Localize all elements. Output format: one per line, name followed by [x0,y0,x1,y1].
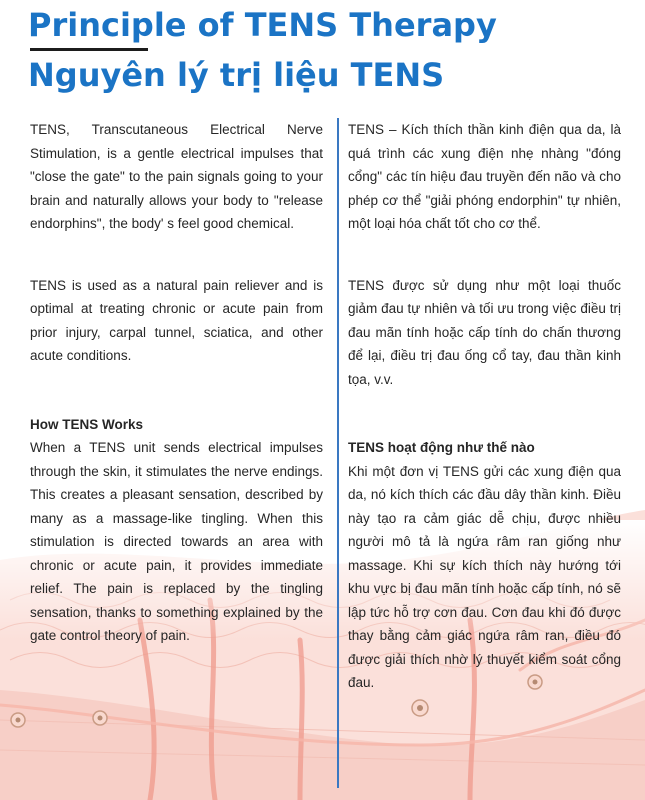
how-it-works-paragraph-vi: Khi một đơn vị TENS gửi các xung điện qua da, nó kích thích các đầu dây thần kinh. Điều này tạo ra cảm giác dễ chịu, được nhiều người mô tả là ngứa râm ran giống như massage. Khi sự kích thích này hướng tới khu vực bị đau mãn tính hoặc cấp tính, nó sẽ lập tức hỗ trợ cơn đau. Cơn đau khi đó được thay bằng cảm giác ngứa râm ran, điều đó được giải thích nhờ lý thuyết kiểm soát cổng đau. [348,463,621,690]
usage-paragraph-vi: TENS được sử dụng như một loại thuốc giảm đau tự nhiên và tối ưu trong việc điều trị đau mãn tính hoặc cấp tính do chấn thương để lại, điều trị đau ống cổ tay, đau thần kinh tọa, v.v. [348,277,621,387]
column-divider [337,118,339,788]
vietnamese-column [348,118,621,695]
title-underline [30,48,148,51]
how-it-works-heading-vi: TENS hoạt động như thế nào [348,440,535,455]
how-it-works-paragraph-en: When a TENS unit sends electrical impulses through the skin, it stimulates the nerve endings. This creates a pleasant sensation, described by many as a massage-like tingling. When this stimulation is directed towards an area with chronic or acute pain, it provides immediate relief. The pain is replaced by the tingling sensation, thanks to something explained by the gate control theory of pain. [30,440,323,643]
usage-paragraph-en: TENS is used as a natural pain reliever and is optimal at treating chronic or acute pain from prior injury, carpal tunnel, sciatica, and other acute conditions. [30,277,323,363]
page-title-english: Principle of TENS Therapy [28,6,497,44]
english-column [30,118,323,648]
how-it-works-heading-en: How TENS Works [30,416,144,432]
page-title-vietnamese: Nguyên lý trị liệu TENS [28,56,445,94]
intro-paragraph-en: TENS, Transcutaneous Electrical Nerve Stimulation, is a gentle electrical impulses that "close the gate" to the pain signals going to your brain and naturally allows your body to "release endorphins", the body' s feel good chemical. [30,122,323,231]
intro-paragraph-vi: TENS – Kích thích thần kinh điện qua da, là quá trình các xung điện nhẹ nhàng "đóng cổng" các tín hiệu đau truyền đến não và cho phép cơ thể "giải phóng endorphin" tự nhiên, một loại hóa chất tốt cho cơ thể. [348,122,621,231]
